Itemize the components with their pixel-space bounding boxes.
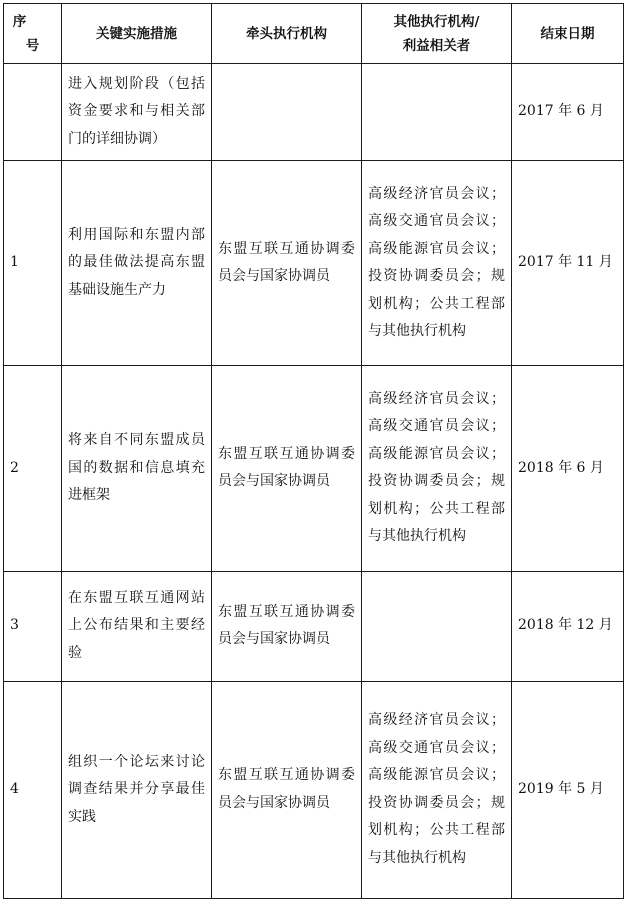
row-others: 高级经济官员会议；高级交通官员会议；高级能源官员会议；投资协调委员会；规划机构；公共工程部与其他执行机构 [362, 681, 512, 898]
row-number: 2 [4, 366, 62, 571]
header-seq-char-1: 序 [12, 13, 27, 30]
implementation-table [3, 3, 624, 899]
row-lead: 东盟互联互通协调委员会与国家协调员 [212, 366, 362, 571]
row-measure: 组织一个论坛来讨论调查结果并分享最佳实践 [62, 681, 212, 898]
row-measure: 进入规划阶段（包括资金要求和与相关部门的详细协调） [62, 64, 212, 161]
row-others: 高级经济官员会议；高级交通官员会议；高级能源官员会议；投资协调委员会；规划机构；公共工程部与其他执行机构 [362, 161, 512, 366]
row-measure: 在东盟互联互通网站上公布结果和主要经验 [62, 571, 212, 681]
row-lead [212, 64, 362, 161]
table-row [4, 366, 624, 571]
row-end-date: 2018 年 12 月 [512, 571, 624, 681]
row-lead: 东盟互联互通协调委员会与国家协调员 [212, 571, 362, 681]
row-end-date: 2019 年 5 月 [512, 681, 624, 898]
header-seq-char-2: 号 [25, 37, 40, 54]
row-measure: 利用国际和东盟内部的最佳做法提高东盟基础设施生产力 [62, 161, 212, 366]
row-number: 4 [4, 681, 62, 898]
row-end-date: 2018 年 6 月 [512, 366, 624, 571]
header-others-line2: 利益相关者 [402, 37, 471, 54]
row-others: 高级经济官员会议；高级交通官员会议；高级能源官员会议；投资协调委员会；规划机构；公共工程部与其他执行机构 [362, 366, 512, 571]
table-row [4, 64, 624, 161]
row-lead: 东盟互联互通协调委员会与国家协调员 [212, 681, 362, 898]
row-others [362, 64, 512, 161]
header-lead: 牵头执行机构 [212, 4, 362, 64]
header-row [4, 4, 624, 64]
header-measure: 关键实施措施 [62, 4, 212, 64]
header-others [362, 4, 512, 64]
row-lead: 东盟互联互通协调委员会与国家协调员 [212, 161, 362, 366]
header-end-date: 结束日期 [512, 4, 624, 64]
row-end-date: 2017 年 6 月 [512, 64, 624, 161]
table-row [4, 571, 624, 681]
row-number: 3 [4, 571, 62, 681]
row-number [4, 64, 62, 161]
row-end-date: 2017 年 11 月 [512, 161, 624, 366]
row-others [362, 571, 512, 681]
row-measure: 将来自不同东盟成员国的数据和信息填充进框架 [62, 366, 212, 571]
header-seq [4, 4, 62, 64]
header-others-line1: 其他执行机构/ [393, 13, 480, 30]
table-row [4, 161, 624, 366]
table-row [4, 681, 624, 898]
row-number: 1 [4, 161, 62, 366]
